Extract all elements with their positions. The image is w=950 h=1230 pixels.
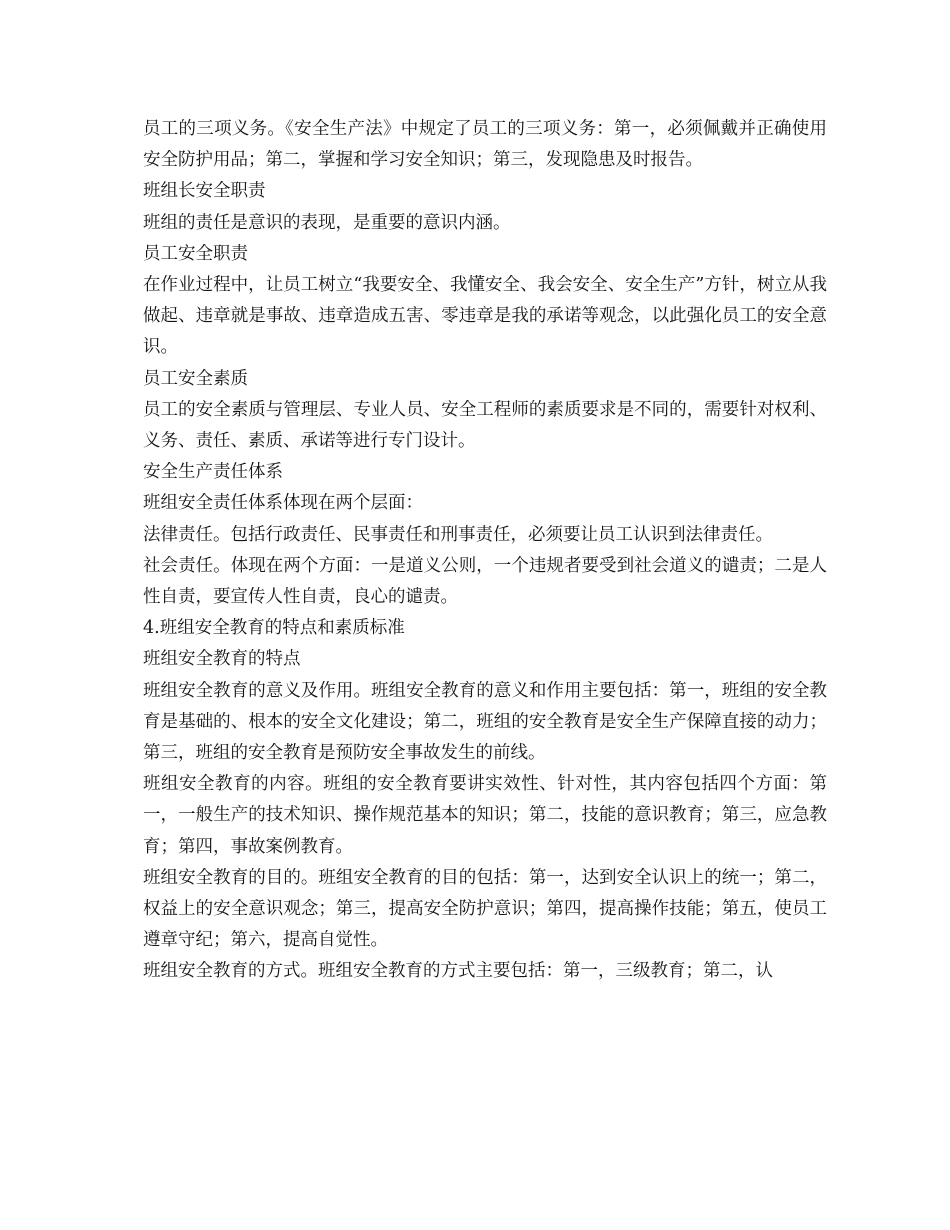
paragraph-team-responsibility: 班组的责任是意识的表现，是重要的意识内涵。 bbox=[143, 212, 511, 233]
paragraph-education-significance: 班组安全教育的意义及作用。班组安全教育的意义和作用主要包括：第一，班组的安全教育是基础的、根本的安全文化建设；第二，班组的安全教育是安全生产保障直接的动力；第三，班组的安全教育是预防安全事故发生的前线。 bbox=[143, 680, 827, 764]
paragraph-social-responsibility: 社会责任。体现在两个方面：一是道义公则，一个违规者要受到社会道义的谴责；二是人性自责，要宣传人性自责，良心的谴责。 bbox=[143, 555, 827, 608]
heading-education-features: 班组安全教育的特点 bbox=[143, 649, 301, 670]
paragraph-safety-awareness: 在作业过程中，让员工树立“我要安全、我懂安全、我会安全、安全生产”方针，树立从我做起、违章就是事故、违章造成五害、零违章是我的承诺等观念，以此强化员工的安全意识。 bbox=[143, 275, 827, 358]
heading-responsibility-system: 安全生产责任体系 bbox=[143, 462, 283, 483]
paragraph-employee-duties: 员工的三项义务。《安全生产法》中规定了员工的三项义务：第一，必须佩戴并正确使用安全防护用品；第二，掌握和学习安全知识；第三，发现隐患及时报告。 bbox=[143, 119, 827, 171]
paragraph-education-purpose: 班组安全教育的目的。班组安全教育的目的包括：第一，达到安全认识上的统一；第二，权益上的安全意识观念；第三，提高安全防护意识；第四，提高操作技能；第五，使员工遵章守纪；第六，提高自觉性。 bbox=[143, 867, 827, 951]
paragraph-legal-responsibility: 法律责任。包括行政责任、民事责任和刑事责任，必须要让员工认识到法律责任。 bbox=[143, 524, 773, 545]
document-body bbox=[143, 114, 827, 988]
heading-section-4: 4.班组安全教育的特点和素质标准 bbox=[143, 618, 405, 639]
heading-team-leader-duties: 班组长安全职责 bbox=[143, 181, 266, 202]
paragraph-two-levels: 班组安全责任体系体现在两个层面： bbox=[143, 493, 423, 514]
heading-employee-safety-quality: 员工安全素质 bbox=[143, 368, 248, 389]
heading-employee-safety-duties: 员工安全职责 bbox=[143, 243, 248, 264]
paragraph-education-content: 班组安全教育的内容。班组的安全教育要讲实效性、针对性，其内容包括四个方面：第一，一般生产的技术知识、操作规范基本的知识；第二，技能的意识教育；第三，应急教育；第四，事故案例教育。 bbox=[143, 774, 827, 857]
paragraph-education-methods: 班组安全教育的方式。班组安全教育的方式主要包括：第一，三级教育；第二，认 bbox=[143, 961, 773, 982]
paragraph-safety-quality: 员工的安全素质与管理层、专业人员、安全工程师的素质要求是不同的，需要针对权利、义务、责任、素质、承诺等进行专门设计。 bbox=[143, 399, 827, 452]
